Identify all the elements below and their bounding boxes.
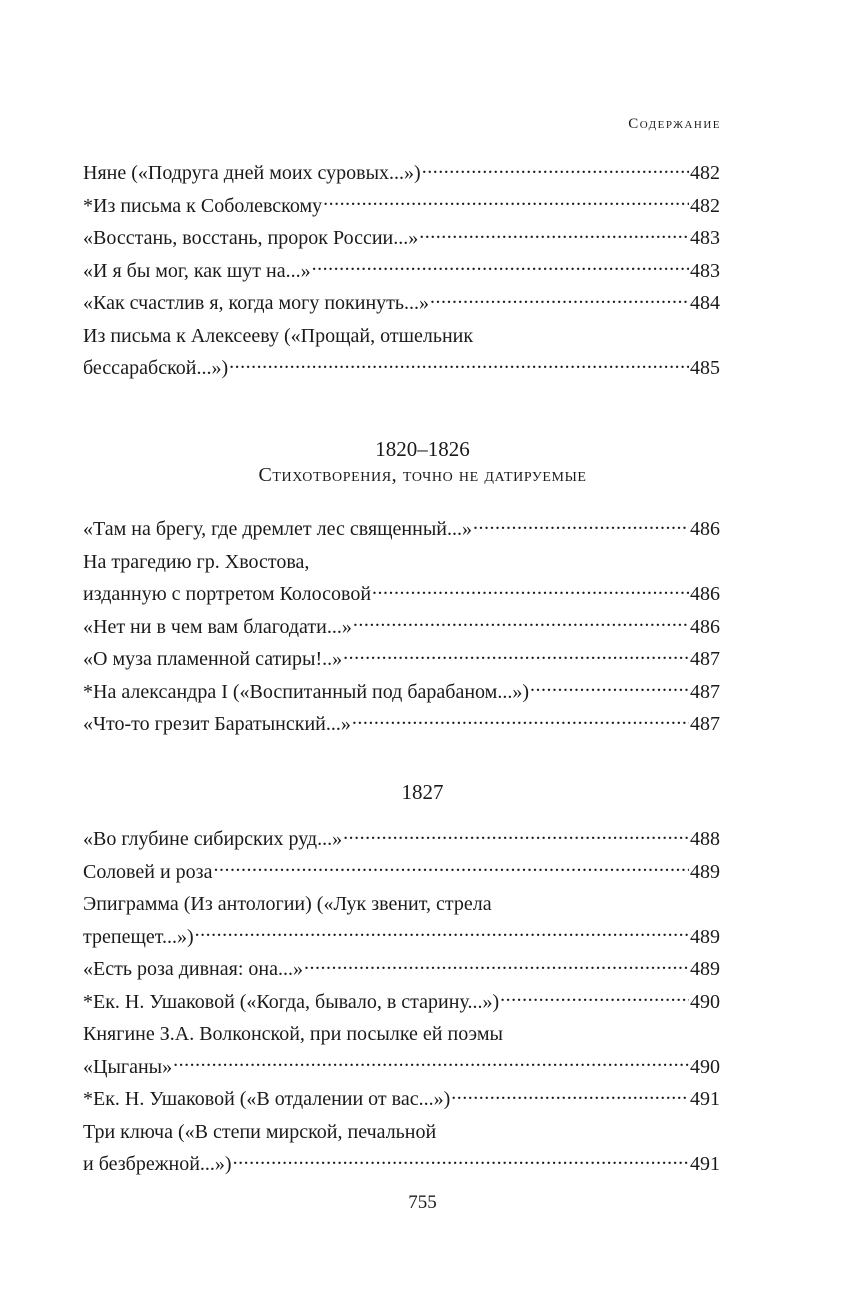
dot-leader	[419, 224, 689, 244]
dot-leader	[304, 955, 689, 975]
toc-entry	[83, 708, 720, 741]
toc-entry	[83, 352, 720, 385]
toc-entry-title: и безбрежной...»)	[83, 1153, 232, 1175]
toc-entry-title: Няне («Подруга дней моих суровых...»)	[83, 162, 421, 184]
dot-leader	[343, 825, 689, 845]
toc-block-1	[83, 157, 720, 385]
dot-leader	[343, 645, 689, 665]
toc-entry-page: 483	[690, 227, 720, 249]
toc-entry-page: 487	[690, 648, 720, 670]
toc-entry-title: «Цыганы»	[83, 1055, 173, 1078]
toc-entry-page: 484	[690, 292, 720, 314]
toc-entry-title: *Ек. Н. Ушаковой («Когда, бывало, в старину...»)	[83, 990, 500, 1013]
toc-entry-title: изданную с портретом Колосовой	[83, 583, 372, 605]
dot-leader	[430, 289, 689, 309]
toc-entry-page: 491	[690, 1153, 720, 1175]
toc-entry-page: 487	[690, 680, 720, 703]
dot-leader	[195, 923, 689, 943]
toc-entry-title: «Есть роза дивная: она...»	[83, 958, 303, 980]
toc-entry-first-line: Три ключа («В степи мирской, печальной	[83, 1120, 437, 1143]
toc-entry-title: «Нет ни в чем вам благодати...»	[83, 615, 352, 638]
toc-entry-page: 490	[690, 990, 720, 1013]
toc-entry	[83, 676, 720, 709]
toc-entry	[83, 513, 720, 546]
dot-leader	[233, 1150, 689, 1170]
toc-entry	[83, 611, 720, 644]
dot-leader	[530, 678, 689, 698]
toc-entry-page: 487	[690, 713, 720, 735]
toc-entry-title: Соловей и роза	[83, 860, 213, 883]
toc-entry-page: 489	[690, 925, 720, 948]
dot-leader	[372, 580, 689, 600]
toc-block-3	[83, 823, 720, 1181]
dot-leader	[422, 159, 689, 179]
dot-leader	[473, 515, 689, 535]
toc-entry-title: «Восстань, восстань, пророк России...»	[83, 227, 419, 249]
dot-leader	[352, 710, 689, 730]
section-heading: 1820–1826	[375, 437, 470, 461]
toc-entry	[83, 1051, 720, 1084]
toc-entry-title: «Во глубине сибирских руд...»	[83, 828, 343, 850]
toc-entry-page: 486	[690, 615, 720, 638]
toc-entry	[83, 190, 720, 223]
toc-entry-page: 486	[690, 583, 720, 605]
dot-leader	[353, 613, 689, 633]
toc-entry-title: *Из письма к Соболевскому	[83, 194, 323, 217]
toc-entry	[83, 578, 720, 611]
toc-entry-title: трепещет...»)	[83, 925, 194, 948]
toc-entry-title: *На александра I («Воспитанный под барабаном...»)	[83, 680, 529, 703]
toc-entry-page: 491	[690, 1088, 720, 1110]
toc-entry	[83, 1148, 720, 1181]
toc-entry-page: 482	[690, 194, 720, 217]
section-subheading: Стихотворения, точно не датируемые	[258, 464, 587, 486]
toc-entry-page: 485	[690, 357, 720, 379]
dot-leader	[323, 192, 689, 212]
toc-entry-first-line: Эпиграмма (Из антологии) («Лук звенит, стрела	[83, 893, 492, 915]
toc-entry	[83, 287, 720, 320]
dot-leader	[451, 1085, 689, 1105]
toc-entry-title: «Что-то грезит Баратынский...»	[83, 713, 351, 735]
toc-entry-title: *Ек. Н. Ушаковой («В отдалении от вас...»)	[83, 1088, 451, 1110]
toc-entry-title: «О муза пламенной сатиры!..»	[83, 648, 343, 670]
dot-leader	[213, 858, 689, 878]
toc-entry-page: 490	[690, 1055, 720, 1078]
dot-leader	[173, 1053, 689, 1073]
toc-entry-title: «Там на брегу, где дремлет лес священный...»	[83, 518, 472, 540]
page-number: 755	[408, 1192, 437, 1213]
toc-entry	[83, 157, 720, 190]
toc-entry-title: бессарабской...»)	[83, 357, 229, 379]
toc-entry	[83, 1083, 720, 1116]
toc-entry-page: 489	[690, 860, 720, 883]
toc-block-2	[83, 513, 720, 741]
toc-entry-first-line: Княгине З.А. Волконской, при посылке ей поэмы	[83, 1023, 503, 1045]
toc-entry-first-line: На трагедию гр. Хвостова,	[83, 550, 310, 573]
toc-entry	[83, 921, 720, 954]
toc-entry	[83, 823, 720, 856]
toc-entry	[83, 856, 720, 889]
toc-entry	[83, 222, 720, 255]
toc-entry	[83, 986, 720, 1019]
running-head: Содержание	[628, 116, 721, 132]
dot-leader	[229, 354, 689, 374]
toc-entry-page: 488	[690, 828, 720, 850]
toc-entry-first-line: Из письма к Алексееву («Прощай, отшельник	[83, 324, 474, 347]
toc-entry-page: 489	[690, 958, 720, 980]
toc-entry-page: 483	[690, 259, 720, 282]
section-heading: 1827	[401, 780, 444, 804]
dot-leader	[500, 988, 689, 1008]
toc-entry-page: 486	[690, 518, 720, 540]
toc-entry	[83, 255, 720, 288]
dot-leader	[312, 257, 689, 277]
toc-entry-title: «Как счастлив я, когда могу покинуть...»	[83, 292, 430, 314]
toc-entry	[83, 643, 720, 676]
toc-entry-page: 482	[690, 162, 720, 184]
toc-entry	[83, 953, 720, 986]
toc-entry-title: «И я бы мог, как шут на...»	[83, 259, 311, 282]
